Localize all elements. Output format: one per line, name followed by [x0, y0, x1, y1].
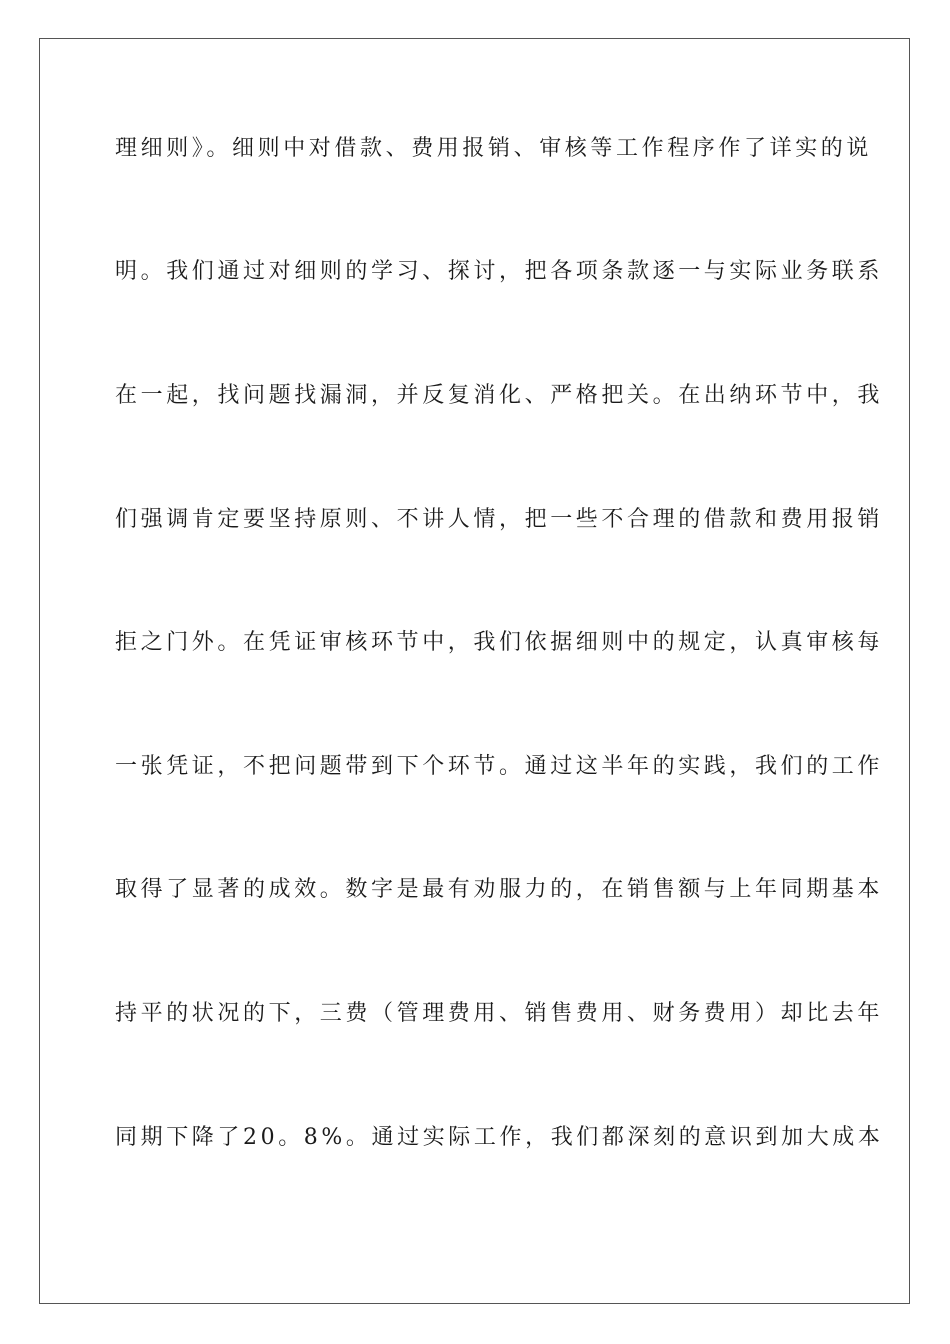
text-line-3: 在一起，找问题找漏洞，并反复消化、严格把关。在出纳环节中，我 [115, 383, 884, 408]
text-line-8: 持平的状况的下，三费（管理费用、销售费用、财务费用）却比去年 [115, 1001, 884, 1026]
text-line-5: 拒之门外。在凭证审核环节中，我们依据细则中的规定，认真审核每 [115, 630, 884, 655]
text-line-7: 取得了显著的成效。数字是最有劝服力的，在销售额与上年同期基本 [115, 877, 884, 902]
text-line-2: 明。我们通过对细则的学习、探讨，把各项条款逐一与实际业务联系 [115, 259, 884, 284]
page-border [39, 38, 910, 1304]
text-line-1: 理细则》。细则中对借款、费用报销、审核等工作程序作了详实的说 [115, 136, 873, 161]
text-line-4: 们强调肯定要坚持原则、不讲人情，把一些不合理的借款和费用报销 [115, 507, 884, 532]
text-line-9: 同期下降了20。8%。通过实际工作，我们都深刻的意识到加大成本 [115, 1125, 884, 1150]
text-line-6: 一张凭证，不把问题带到下个环节。通过这半年的实践，我们的工作 [115, 754, 884, 779]
